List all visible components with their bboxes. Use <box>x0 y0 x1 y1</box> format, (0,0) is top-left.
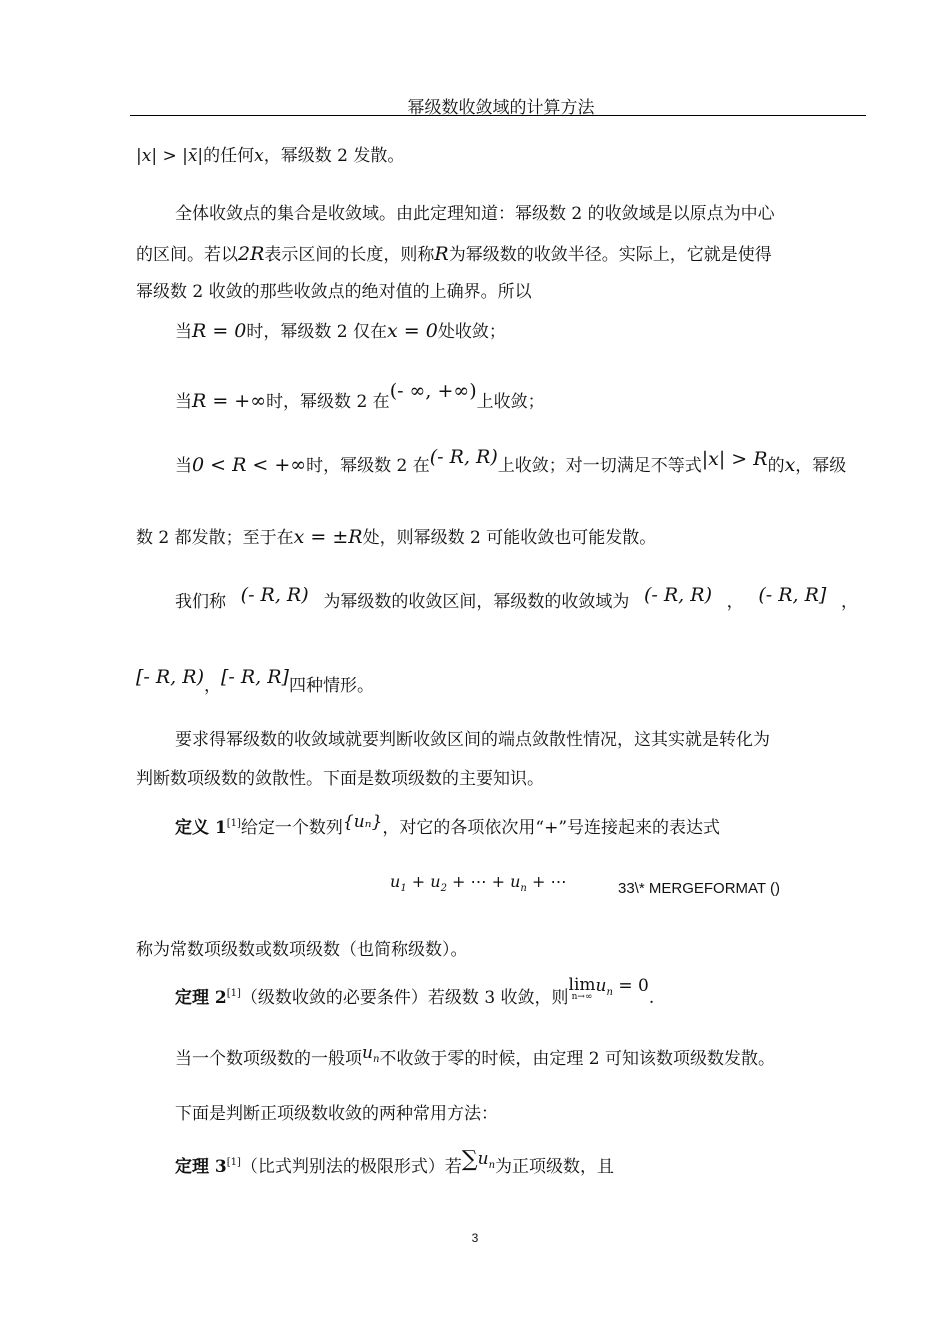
line-1: |x| > |x̄|的任何x，幂级数 2 发散。 <box>136 146 405 166</box>
case-r-finite: 当0 < R < +∞时，幂级数 2 在(- R, R)上收敛；对一切满足不等式|x| > R的x，幂级 <box>175 446 847 476</box>
paragraph-3: 称为常数项级数或数项级数（也简称级数）。 <box>136 940 468 960</box>
paragraph-1-line-1: 全体收敛点的集合是收敛域。由此定理知道：幂级数 2 的收敛域是以原点为中心 <box>175 204 775 224</box>
case-r-zero: 当R = 0时，幂级数 2 仅在x = 0处收敛； <box>175 320 506 342</box>
paragraph-2-line-2: 判断数项级数的敛散性。下面是数项级数的主要知识。 <box>136 769 544 789</box>
theorem-2: 定理 2[1]（级数收敛的必要条件）若级数 3 收敛，则lim n→∞ $u^n = 0$. <box>175 975 655 1008</box>
convergence-interval-line-2: [- R, R)，[- R, R]四种情形。 <box>136 666 374 696</box>
theorem-3: 定理 3[1]（比式判别法的极限形式）若$\sum u^n$为正项级数，且 <box>175 1147 615 1177</box>
equation-label: 33\* MERGEFORMAT () <box>618 880 780 897</box>
paragraph-5: 下面是判断正项级数收敛的两种常用方法： <box>175 1104 498 1124</box>
convergence-interval-line-1: 我们称 (- R, R) 为幂级数的收敛区间，幂级数的收敛域为 (- R, R) ， (- R, R] ， <box>175 584 858 612</box>
page-number: 3 <box>471 1231 479 1245</box>
series-equation: $u_1 + u_2$ + ⋯ + $u_n$ + ⋯ <box>390 872 567 894</box>
case-r-infinite: 当R = +∞时，幂级数 2 在(- ∞, +∞)上收敛； <box>175 380 545 412</box>
paragraph-2-line-1: 要求得幂级数的收敛域就要判断收敛区间的端点敛散性情况，这其实就是转化为 <box>175 730 770 750</box>
math-abs-inequality: |x| > |x̄| <box>136 146 204 166</box>
page-header-title: 幂级数收敛域的计算方法 <box>407 98 595 118</box>
paragraph-1-line-3: 幂级数 2 收敛的那些收敛点的绝对值的上确界。所以 <box>136 282 532 302</box>
case-r-finite-cont: 数 2 都发散；至于在x = ±R处，则幂级数 2 可能收敛也可能发散。 <box>136 526 657 548</box>
definition-1: 定义 1[1]给定一个数列{uₙ}，对它的各项依次用“+”号连接起来的表达式 <box>175 812 721 838</box>
header-rule <box>130 115 866 116</box>
paragraph-4: 当一个数项级数的一般项un不收敛于零的时候，由定理 2 可知该数项级数发散。 <box>175 1043 776 1069</box>
paragraph-1-line-2: 的区间。若以2R表示区间的长度，则称R为幂级数的收敛半径。实际上，它就是使得 <box>136 243 772 265</box>
